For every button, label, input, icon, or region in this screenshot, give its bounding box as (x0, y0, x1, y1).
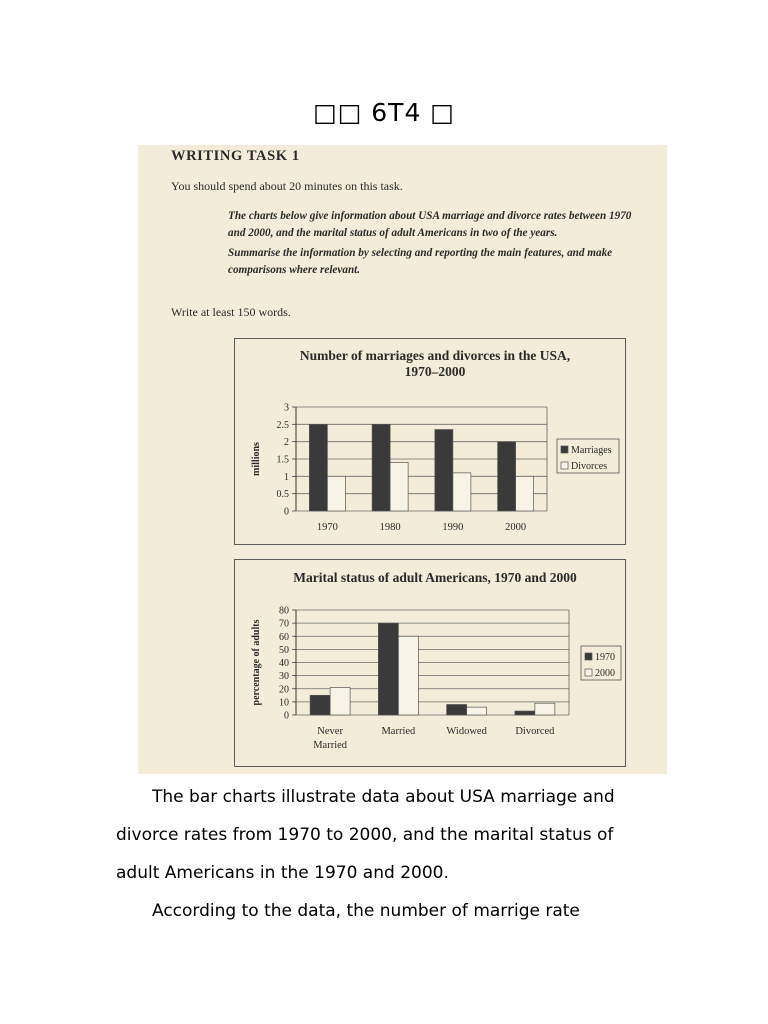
legend-label: Divorces (571, 461, 608, 472)
y-tick-label: 70 (279, 618, 289, 630)
marital-status-chart (234, 559, 626, 767)
task-word-count: Write at least 150 words. (171, 305, 291, 319)
essay-paragraph-1: The bar charts illustrate data about USA marriage and divorce rates from 1970 to 2000, and the marital status of adult Americans in the 1970 and 2000. (116, 787, 615, 883)
bar-1970 (310, 695, 330, 715)
essay-body (116, 778, 656, 930)
y-tick-label: 30 (279, 671, 289, 683)
bar-marriages (372, 424, 390, 511)
x-tick-label: Widowed (446, 726, 487, 737)
marital-status-chart-svg (235, 560, 625, 766)
y-tick-label: 60 (279, 631, 289, 643)
chart-title: Marital status of adult Americans, 1970 and 2000 (293, 570, 577, 585)
x-tick-label: 2000 (505, 522, 527, 533)
x-tick-label: 1970 (316, 522, 338, 533)
legend-label: 1970 (595, 652, 615, 663)
x-tick-label: Never (317, 726, 343, 737)
task-heading: WRITING TASK 1 (171, 148, 300, 164)
legend-swatch (561, 462, 568, 469)
essay-paragraph-2: According to the data, the number of marrige rate (152, 901, 580, 921)
bar-divorces (453, 473, 471, 511)
page-header: □□ 6T4 □ (313, 98, 455, 127)
task-time-instruction: You should spend about 20 minutes on this task. (171, 179, 403, 193)
bar-marriages (498, 442, 516, 511)
task-instruction-1: The charts below give information about USA marriage and divorce rates between 1970 and 2000, and the marital status of adult Americans in two of the years. (228, 210, 632, 239)
marriages-divorces-chart-svg (235, 339, 625, 544)
y-tick-label: 0 (284, 506, 289, 518)
legend-swatch (585, 653, 592, 660)
y-tick-label: 80 (279, 605, 289, 617)
y-tick-label: 1.5 (276, 454, 289, 466)
bar-divorces (516, 476, 534, 511)
bar-2000 (330, 687, 350, 715)
y-tick-label: 50 (279, 644, 289, 656)
x-tick-label: 1990 (442, 522, 464, 533)
x-tick-label: Divorced (515, 726, 555, 737)
bar-divorces (327, 476, 345, 511)
x-tick-label: 1980 (379, 522, 401, 533)
y-tick-label: 2 (284, 437, 289, 449)
x-tick-label: Married (313, 740, 348, 751)
marriages-divorces-chart (234, 338, 626, 545)
scanned-task-image (138, 145, 667, 774)
task-instruction-2: Summarise the information by selecting and reporting the main features, and make comparisons where relevant. (228, 247, 613, 276)
bar-marriages (309, 424, 327, 511)
chart-title: Number of marriages and divorces in the USA, (299, 348, 571, 363)
x-tick-label: Married (381, 726, 416, 737)
y-tick-label: 20 (279, 684, 289, 696)
y-tick-label: 3 (284, 402, 289, 414)
bar-2000 (535, 703, 555, 715)
bar-divorces (390, 462, 408, 511)
y-tick-label: 10 (279, 697, 289, 709)
legend-swatch (585, 669, 592, 676)
y-tick-label: 40 (279, 658, 289, 669)
bar-marriages (435, 430, 453, 511)
bar-1970 (378, 623, 398, 715)
y-tick-label: 0 (284, 710, 289, 722)
bar-1970 (447, 705, 467, 716)
y-tick-label: 0.5 (276, 489, 289, 501)
y-axis-label: millions (251, 442, 262, 476)
legend-swatch (561, 446, 568, 453)
bar-2000 (398, 636, 418, 715)
legend-label: 2000 (595, 668, 615, 679)
chart-title: 1970–2000 (404, 364, 466, 379)
bar-2000 (467, 707, 487, 715)
y-tick-label: 1 (284, 471, 289, 483)
task-instructions (228, 208, 638, 282)
y-tick-label: 2.5 (276, 419, 289, 431)
y-axis-label: percentage of adults (251, 619, 262, 706)
bar-1970 (515, 711, 535, 715)
legend-label: Marriages (571, 445, 612, 456)
